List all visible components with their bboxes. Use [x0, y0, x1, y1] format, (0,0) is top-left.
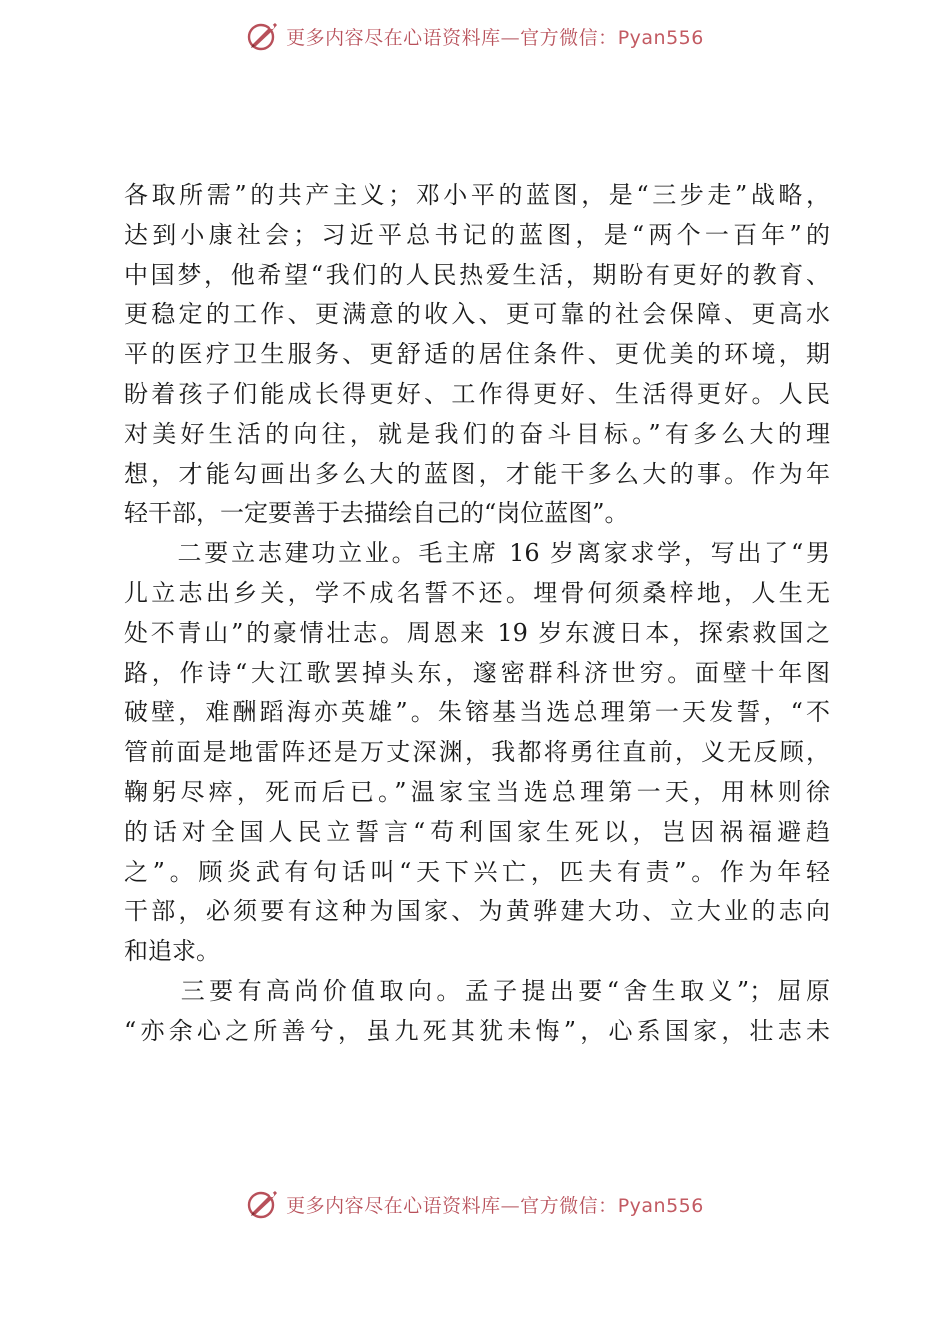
- body-line: 轻干部，一定要善于去描绘自己的“岗位蓝图”。: [124, 499, 629, 528]
- watermark-header: [0, 16, 950, 56]
- body-line: 儿立志出乡关，学不成名誓不还。埋骨何须桑梓地，人生无: [124, 578, 830, 607]
- body-line: 二要立志建功立业。毛主席 16 岁离家求学，写出了“男: [124, 539, 830, 568]
- body-line: 路，作诗“大江歌罢掉头东，邃密群科济世穷。面壁十年图: [124, 658, 830, 687]
- body-line: 之”。顾炎武有句话叫“天下兴亡，匹夫有责”。作为年轻: [124, 857, 830, 886]
- document-body: [124, 176, 830, 1052]
- body-line: 想，才能勾画出多么大的蓝图，才能干多么大的事。作为年: [124, 459, 830, 488]
- body-line: 达到小康社会；习近平总书记的蓝图，是“两个一百年”的: [124, 220, 830, 249]
- watermark-footer: [0, 1184, 950, 1224]
- body-line: 对美好生活的向往，就是我们的奋斗目标。”有多么大的理: [124, 419, 830, 448]
- body-line: 和追求。: [124, 937, 220, 966]
- body-line: 各取所需”的共产主义；邓小平的蓝图，是“三步走”战略，: [124, 181, 830, 209]
- body-line: 中国梦，他希望“我们的人民热爱生活，期盼有更好的教育、: [124, 260, 830, 289]
- body-line: 三要有高尚价值取向。孟子提出要“舍生取义”；屈原: [124, 976, 830, 1005]
- body-line: 鞠躬尽瘁，死而后已。”温家宝当选总理第一天，用林则徐: [124, 777, 830, 806]
- body-line: 处不青山”的豪情壮志。周恩来 19 岁东渡日本，探索救国之: [124, 618, 830, 647]
- body-line: 的话对全国人民立誓言“苟利国家生死以，岂因祸福避趋: [124, 817, 830, 846]
- body-line: 管前面是地雷阵还是万丈深渊，我都将勇往直前，义无反顾，: [124, 738, 830, 767]
- body-line: 平的医疗卫生服务、更舒适的居住条件、更优美的环境，期: [124, 340, 830, 369]
- watermark-text: 更多内容尽在心语资料库—官方微信：Pyan556: [286, 26, 704, 49]
- body-line: 干部，必须要有这种为国家、为黄骅建大功、立大业的志向: [124, 897, 830, 926]
- watermark-text: 更多内容尽在心语资料库—官方微信：Pyan556: [286, 1194, 704, 1217]
- body-line: 更稳定的工作、更满意的收入、更可靠的社会保障、更高水: [124, 300, 830, 329]
- body-line: “亦余心之所善兮，虽九死其犹未悔”，心系国家，壮志未: [124, 1016, 830, 1045]
- body-line: 盼着孩子们能成长得更好、工作得更好、生活得更好。人民: [124, 379, 830, 408]
- body-line: 破壁，难酬蹈海亦英雄”。朱镕基当选总理第一天发誓，“不: [124, 698, 830, 727]
- brush-pen-logo-icon: [246, 1187, 280, 1221]
- brush-pen-logo-icon: [246, 19, 280, 53]
